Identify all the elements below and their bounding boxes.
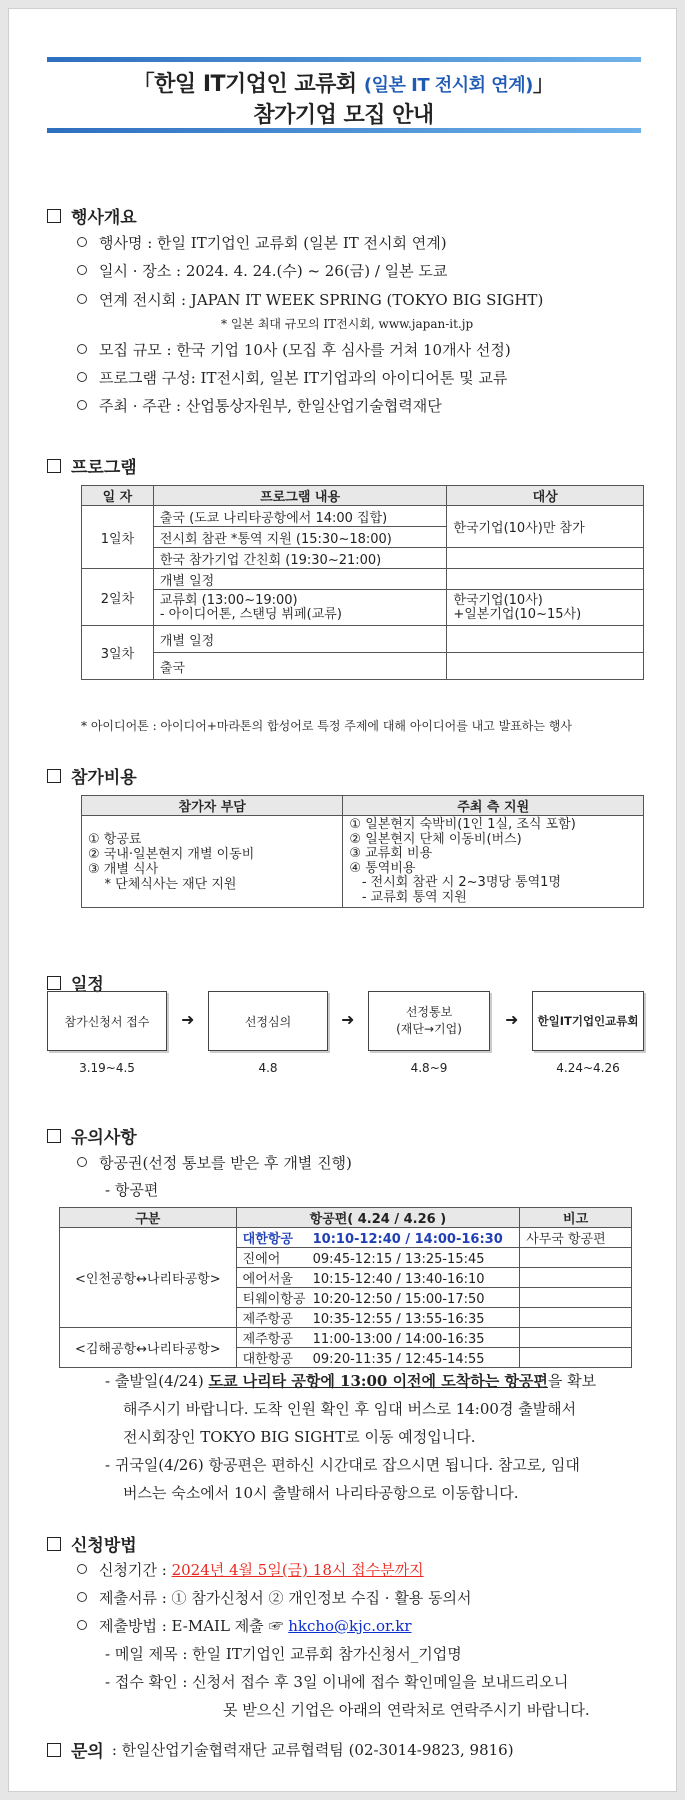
checkbox-square-icon [47,1537,61,1551]
flight-route: <김해공항↔나리타공항> [60,1328,237,1368]
circle-bullet-icon [77,265,87,275]
section-notice-heading: 유의사항 [47,1123,137,1148]
apply-method: 제출방법 : E-MAIL 제출 ☞ hkcho@kjc.or.kr [77,1615,412,1636]
title-highlight: (일본 IT 전시회 연계) [363,75,533,96]
flight-times: 대한항공 09:20-11:35 / 12:45-14:55 [236,1348,520,1368]
section-overview-heading: 행사개요 [47,203,137,228]
exhibition-note: * 일본 최대 규모의 IT전시회, www.japan-it.jp [221,317,474,331]
section-contact: 문의 : 한일산업기술협력재단 교류협력팀 (02-3014-9823, 9816) [47,1737,514,1762]
circle-bullet-icon [77,372,87,382]
circle-bullet-icon [77,400,87,410]
flight-times: 티웨이항공 10:20-12:50 / 15:00-17:50 [236,1288,520,1308]
flight-times: 에어서울 10:15-12:40 / 13:40-16:10 [236,1268,520,1288]
overview-item: 연계 전시회 : JAPAN IT WEEK SPRING (TOKYO BIG SIGHT) [77,289,543,310]
checkbox-square-icon [47,459,61,473]
departure-note: - 출발일(4/24) 도쿄 나리타 공항에 13:00 이전에 도착하는 항공편을 확보 [105,1372,597,1390]
circle-bullet-icon [77,1564,87,1574]
flight-note: 사무국 항공편 [520,1228,632,1248]
checkbox-square-icon [47,976,61,990]
flight-note [520,1308,632,1328]
schedule-date: 3.19~4.5 [79,1061,135,1075]
document-page [8,8,677,1792]
arrow-right-icon: ➜ [181,1010,195,1029]
schedule-date: 4.8 [258,1061,278,1075]
apply-docs: 제출서류 : ① 참가신청서 ② 개인정보 수집 · 활용 동의서 [77,1587,472,1608]
checkbox-square-icon [47,209,61,223]
arrow-right-icon: ➜ [505,1010,519,1029]
flight-note [520,1268,632,1288]
overview-item: 행사명 : 한일 IT기업인 교류회 (일본 IT 전시회 연계) [77,232,447,253]
flight-note [520,1288,632,1308]
overview-item: 모집 규모 : 한국 기업 10사 (모집 후 심사를 거쳐 10개사 선정) [77,339,511,360]
departure-note-line3: 전시회장인 TOKYO BIG SIGHT로 이동 예정입니다. [123,1428,476,1446]
schedule-step-event: 한일IT기업인교류회 [532,991,644,1051]
section-cost-heading: 참가비용 [47,763,137,788]
program-table: 일 자 프로그램 내용 대상 1일차 출국 (도쿄 나리타공항에서 14:00 집합) 한국기업(10사)만 참가 전시회 참관 *통역 지원 (15:30~18:00) 한국 참가기업 간친회 (19:30~21:00) 2일차 개별 일정 교류회 (13:00~19:00) - 아이디어톤, 스탠딩 뷔페(교류) 한국기업(10사) +일본기업(10~15사) 3일차 개별 일정 출국 [81,485,644,680]
departure-note-line2: 해주시기 바랍니다. 도착 인원 확인 후 임대 버스로 14:00경 출발해서 [123,1400,577,1418]
email-link[interactable]: hkcho@kjc.or.kr [288,1617,412,1635]
notice-item: 항공권(선정 통보를 받은 후 개별 진행) [77,1152,352,1173]
flight-note [520,1248,632,1268]
checkbox-square-icon [47,769,61,783]
flight-times: 대한항공 10:10-12:40 / 14:00-16:30 [236,1228,520,1248]
program-footnote: * 아이디어톤 : 아이디어+마라톤의 합성어로 특정 주제에 대해 아이디어를 내고 발표하는 행사 [81,719,572,733]
return-note-line2: 버스는 숙소에서 10시 출발해서 나리타공항으로 이동합니다. [123,1484,519,1502]
flight-times: 제주항공 10:35-12:55 / 13:55-16:35 [236,1308,520,1328]
flight-route: <인천공항↔나리타공항> [60,1228,237,1328]
doc-title-line2: 참가기업 모집 안내 [253,103,434,128]
apply-confirm: - 접수 확인 : 신청서 접수 후 3일 이내에 접수 확인메일을 보내드리오니 [105,1673,569,1691]
cost-table: 참가자 부담 주최 측 지원 ① 항공료 ② 국내·일본현지 개별 이동비 ③ 개별 식사 * 단체식사는 재단 지원 ① 일본현지 숙박비(1인 1실, 조식 포함) ② 일본현지 단체 이동비(버스) ③ 교류회 비용 ④ 통역비용 - 전시회 참관 시 2~3명당 통역1명 - 교류회 통역 지원 [81,795,644,908]
overview-item: 주최 · 주관 : 산업통상자원부, 한일산업기술협력재단 [77,395,442,416]
flight-note [520,1348,632,1368]
apply-subject: - 메일 제목 : 한일 IT기업인 교류회 참가신청서_기업명 [105,1645,462,1663]
apply-deadline: 2024년 4월 5일(금) 18시 접수분까지 [171,1561,424,1579]
checkbox-square-icon [47,1129,61,1143]
circle-bullet-icon [77,1157,87,1167]
return-note: - 귀국일(4/26) 항공편은 편하신 시간대로 잡으시면 됩니다. 참고로, 임대 [105,1456,580,1474]
section-schedule-heading: 일정 [47,970,104,995]
circle-bullet-icon [77,1592,87,1602]
section-apply-heading: 신청방법 [47,1531,137,1556]
flight-table: 구분 항공편( 4.24 / 4.26 ) 비고 <인천공항↔나리타공항> 대한항공 10:10-12:40 / 14:00-16:30 사무국 항공편 진에어 09:45-12:15 / 13:25-15:45 에어서울 10:15-12:40 / 13:40-16:10 티웨이항공 10:20-12:50 / 15:00-17:50 제주항공 10:35-12:55 / 13:55-16:35 <김해공항↔나리타공항> 제주항공 11:00-13:00 / 14:00-16:35 대한항공 09:20-11:35 / 12:45-14:55 [59,1207,632,1368]
flight-note [520,1328,632,1348]
schedule-date: 4.24~4.26 [556,1061,620,1075]
doc-title-line1: 「한일 IT기업인 교류회 (일본 IT 전시회 연계)」 [132,72,555,97]
schedule-date: 4.8~9 [410,1061,448,1075]
schedule-step-notify: 선정통보 (재단→기업) [368,991,490,1051]
flight-times: 진에어 09:45-12:15 / 13:25-15:45 [236,1248,520,1268]
overview-item: 프로그램 구성: IT전시회, 일본 IT기업과의 아이디어톤 및 교류 [77,367,507,388]
section-program-heading: 프로그램 [47,453,137,478]
title-bottom-rule [47,128,641,133]
apply-period: 신청기간 : 2024년 4월 5일(금) 18시 접수분까지 [77,1559,424,1580]
title-top-rule [47,57,641,62]
flight-row [60,1228,632,1248]
checkbox-square-icon [47,1743,61,1757]
circle-bullet-icon [77,1620,87,1630]
circle-bullet-icon [77,344,87,354]
circle-bullet-icon [77,294,87,304]
flight-times: 제주항공 11:00-13:00 / 14:00-16:35 [236,1328,520,1348]
circle-bullet-icon [77,237,87,247]
notice-sub-item: - 항공편 [105,1181,159,1199]
apply-confirm-line2: 못 받으신 기업은 아래의 연락처로 연락주시기 바랍니다. [223,1701,590,1719]
flight-row [60,1328,632,1348]
overview-item: 일시 · 장소 : 2024. 4. 24.(수) ~ 26(금) / 일본 도쿄 [77,260,447,281]
schedule-step-apply: 참가신청서 접수 [47,991,167,1051]
arrow-right-icon: ➜ [341,1010,355,1029]
schedule-step-review: 선정심의 [208,991,328,1051]
